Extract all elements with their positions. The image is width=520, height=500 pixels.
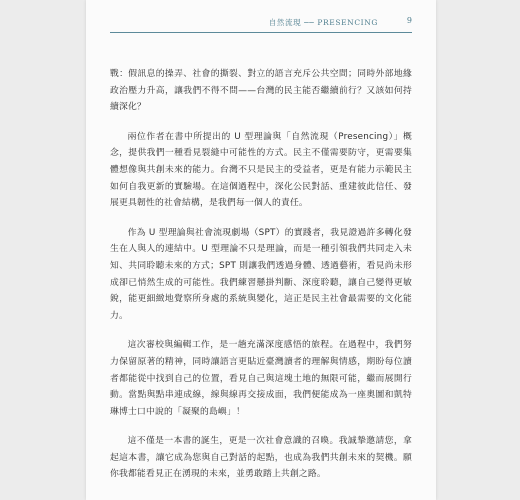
paragraph-5: 這不僅是一本書的誕生，更是一次社會意識的召喚。我誠摯邀請您，拿起這本書，讓它成為您與自己對話的起點，也成為我們共創未來的契機。願你我都能看見正在湧現的未來，並勇敢踏上共創之路。 bbox=[110, 436, 412, 480]
paragraph-4: 這次審校與編輯工作，是一趟充滿深度感悟的旅程。在過程中，我們努力保留原著的精神，同時讓語言更貼近臺灣讀者的理解與情感，期盼每位讀者都能從中找到自己的位置，看見自己與這塊土地的無限可能，繼而展開行動。當點與點串連成線，線與線再交接成面，我們便能成為一座奧圖和凱特琳博士口中說的「凝聚的島嶼」！ bbox=[110, 340, 412, 417]
page-number: 9 bbox=[406, 16, 412, 25]
running-header bbox=[86, 12, 436, 32]
paragraph-1: 戰：假訊息的操弄、社會的撕裂、對立的語言充斥公共空間；同時外部地緣政治壓力升高，讓我們不得不問——台灣的民主能否繼續前行？又該如何持續深化？ bbox=[110, 69, 412, 113]
paragraph-3: 作為 U 型理論與社會流現劇場（SPT）的實踐者，我見證過許多轉化發生在人與人的連結中。U 型理論不只是理論，而是一種引領我們共同走入未知、共同聆聽未來的方式；SPT 則讓我們透過身體、透過藝術，看見尚未形成卻已悄然生成的可能性。我們練習懸掛判斷、深度聆聽，讓自己變得更敏銳，能更細緻地覺察所身處的系統與變化，這正是民主社會最需要的文化能力。 bbox=[110, 227, 412, 321]
paragraph-2: 兩位作者在書中所提出的 U 型理論與「自然流現（Presencing）」概念，提供我們一種看見裂縫中可能性的方式。民主不僅需要防守，更需要集體想像與共創未來的能力。台灣不只是民主的受益者，更是有能力示範民主如何自我更新的實驗場。在這個過程中，深化公民對話、重建彼此信任、發展更具韌性的社會結構，是我們每一個人的責任。 bbox=[110, 131, 412, 209]
running-header-title: 自然流現 ── PRESENCING bbox=[268, 18, 378, 27]
body-text bbox=[110, 66, 412, 496]
book-page bbox=[86, 0, 436, 500]
header-rule bbox=[110, 32, 412, 33]
